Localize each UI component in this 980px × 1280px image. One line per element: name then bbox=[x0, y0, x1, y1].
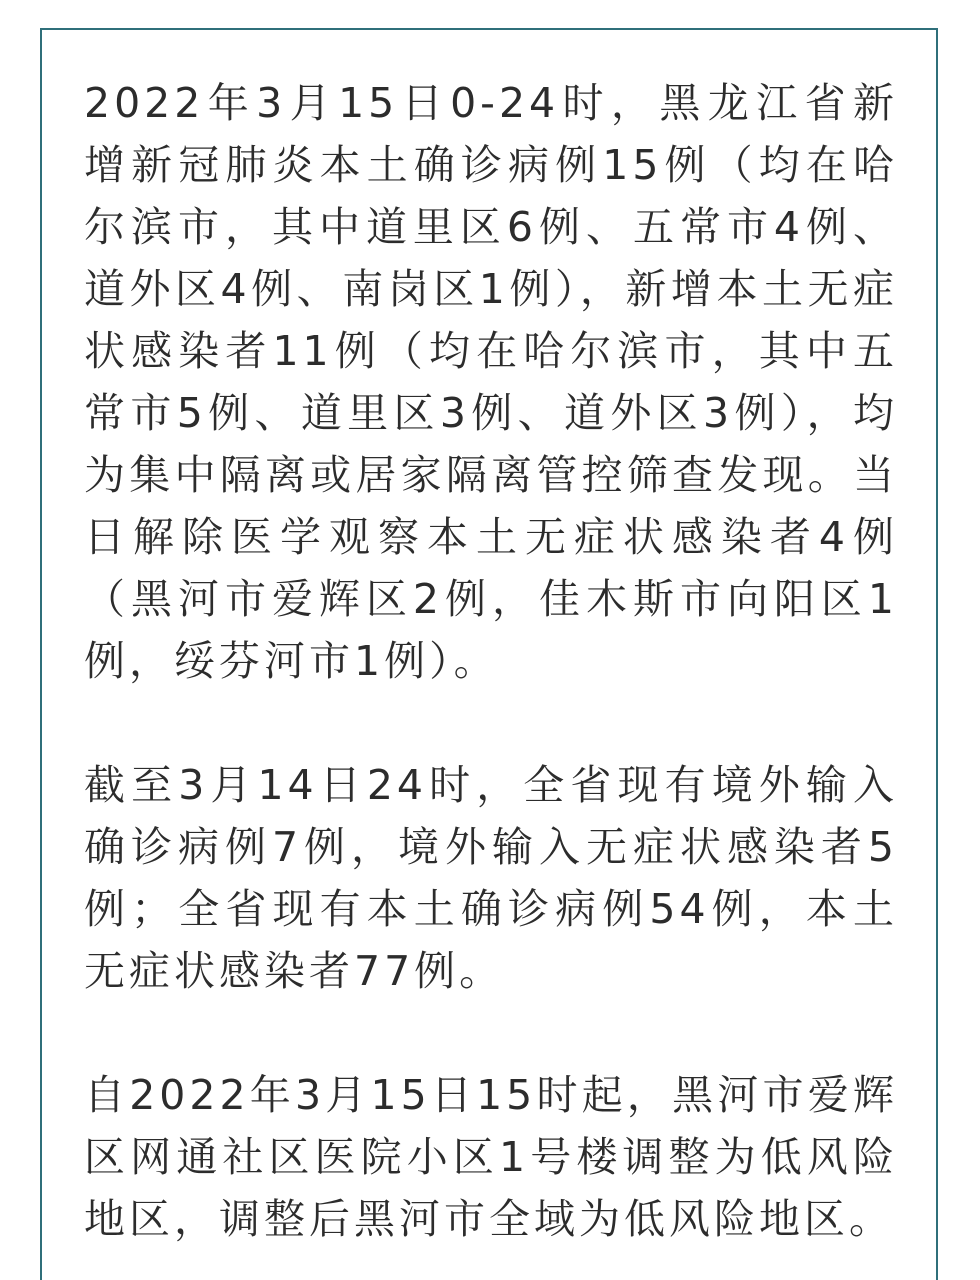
paragraph-risk-adjustment: 自2022年3月15日15时起，黑河市爱辉区网通社区医院小区1号楼调整为低风险地区，调整后黑河市全域为低风险地区。 bbox=[84, 1071, 898, 1243]
paragraph-cumulative-cases: 截至3月14日24时，全省现有境外输入确诊病例7例，境外输入无症状感染者5例；全省现有本土确诊病例54例，本土无症状感染者77例。 bbox=[84, 761, 898, 995]
paragraph-daily-cases: 2022年3月15日0-24时，黑龙江省新增新冠肺炎本土确诊病例15例（均在哈尔滨市，其中道里区6例、五常市4例、道外区4例、南岗区1例），新增本土无症状感染者11例（均在哈尔滨市，其中五常市5例、道里区3例、道外区3例），均为集中隔离或居家隔离管控筛查发现。当日解除医学观察本土无症状感染者4例（黑河市爱辉区2例，佳木斯市向阳区1例，绥芬河市1例）。 bbox=[84, 79, 898, 685]
article-body bbox=[84, 72, 898, 1280]
